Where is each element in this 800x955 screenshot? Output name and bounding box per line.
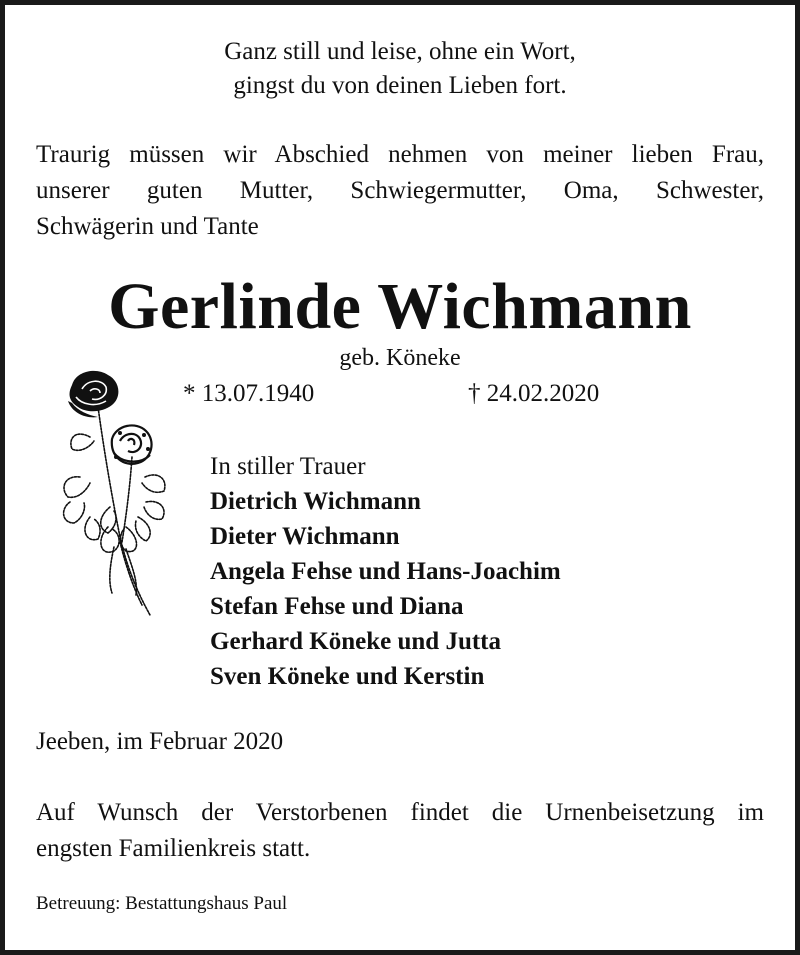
mourner-name: Dietrich Wichmann (210, 488, 421, 515)
mourner-name: Stefan Fehse und Diana (210, 593, 464, 620)
intro-line-1: Traurig müssen wir Abschied nehmen von meiner lieben Frau, (36, 141, 764, 168)
death-date: † 24.02.2020 (468, 380, 600, 407)
mourners-label: In stiller Trauer (210, 453, 366, 480)
maiden-name: geb. Köneke (339, 345, 461, 371)
burial-line-1: Auf Wunsch der Verstorbenen findet die Urnenbeisetzung im (36, 799, 764, 826)
mourner-name: Dieter Wichmann (210, 523, 400, 550)
intro-line-2: unserer guten Mutter, Schwiegermutter, Oma, Schwester, (36, 177, 764, 204)
verse (5, 35, 795, 103)
deceased-name: Gerlinde Wichmann (108, 270, 692, 343)
mourner-name: Sven Köneke und Kerstin (210, 663, 485, 690)
burial-note (36, 795, 764, 867)
mourners (210, 449, 561, 694)
mourner-name: Gerhard Köneke und Jutta (210, 628, 502, 655)
mourner-name: Angela Fehse und Hans-Joachim (210, 558, 561, 585)
funeral-home: Betreuung: Bestattungshaus Paul (36, 893, 288, 914)
birth-date: * 13.07.1940 (183, 380, 315, 407)
intro-text (36, 137, 764, 245)
place-date: Jeeben, im Februar 2020 (36, 728, 284, 755)
verse-line-2: gingst du von deinen Lieben fort. (233, 72, 567, 99)
burial-line-2: engsten Familienkreis statt. (36, 835, 311, 862)
roses-icon (50, 367, 180, 622)
intro-line-3: Schwägerin und Tante (36, 213, 259, 240)
verse-line-1: Ganz still und leise, ohne ein Wort, (224, 38, 576, 65)
obituary-notice (5, 5, 795, 950)
